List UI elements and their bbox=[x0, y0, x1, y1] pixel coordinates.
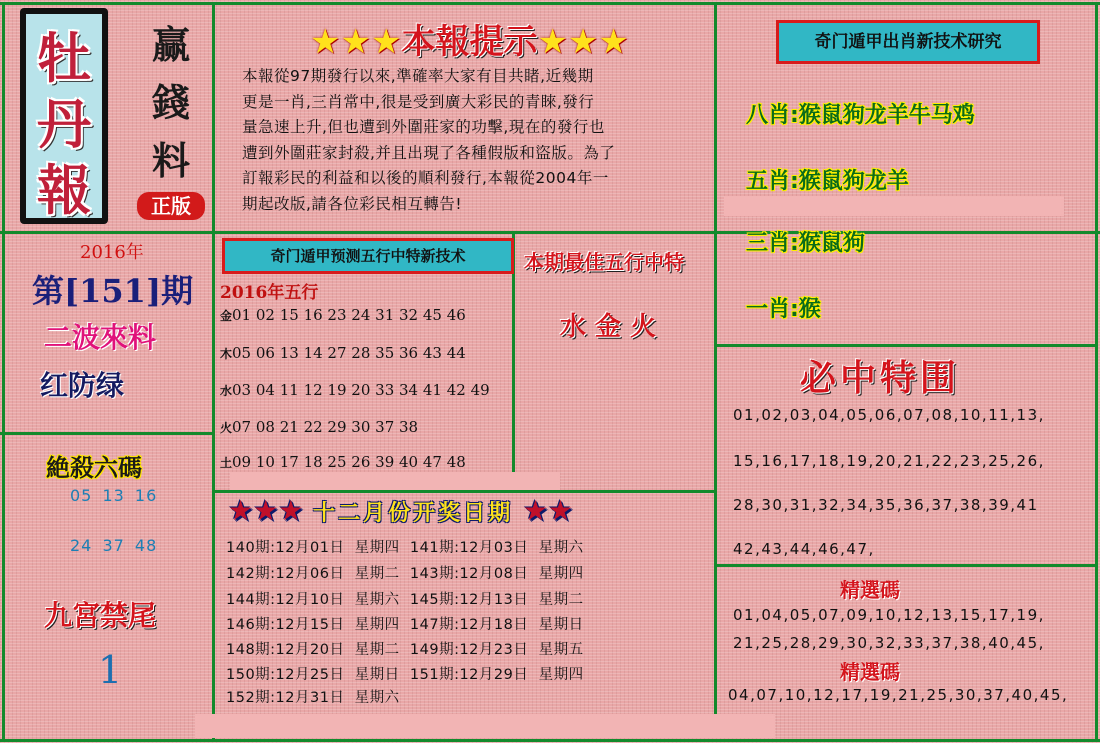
zodiac-header: 奇门遁甲出肖新技术研究 bbox=[776, 20, 1040, 64]
frame-line bbox=[714, 344, 1098, 347]
picks-line: 04,07,10,12,17,19,21,25,30,37,40,45, bbox=[728, 686, 1069, 704]
frame-line bbox=[0, 432, 214, 435]
logo bbox=[20, 8, 108, 224]
frame-line bbox=[0, 231, 1100, 234]
picks-title: 精選碼 bbox=[840, 660, 900, 684]
picks-line: 01,04,05,07,09,10,12,13,15,17,19, bbox=[733, 606, 1045, 624]
highlight-bar bbox=[195, 714, 775, 738]
issue-number: 第[151]期 bbox=[32, 272, 194, 310]
picks-title: 精選碼 bbox=[840, 578, 900, 602]
must-hit-line: 01,02,03,04,05,06,07,08,10,11,13, bbox=[733, 406, 1045, 424]
star-icon: ★★★ bbox=[228, 494, 304, 527]
zodiac-eight: 八肖:猴鼠狗龙羊牛马鸡 bbox=[746, 103, 975, 128]
schedule-row: 142期:12月06日 星期二 143期:12月08日 星期四 bbox=[226, 566, 584, 582]
color-hint: 红防绿 bbox=[40, 369, 125, 402]
element-numbers: 07 08 21 22 29 30 37 38 bbox=[232, 418, 419, 436]
star-icon: ★★★ bbox=[310, 22, 402, 62]
side-title-char: 錢 bbox=[151, 80, 190, 125]
wave-text: 二波來料 bbox=[44, 321, 157, 354]
wuxing-row bbox=[220, 344, 466, 362]
frame-line bbox=[2, 2, 5, 742]
element-numbers: 05 06 13 14 27 28 35 36 43 44 bbox=[232, 344, 466, 362]
wuxing-row bbox=[220, 306, 466, 324]
logo-char: 丹 bbox=[37, 92, 91, 156]
notice-line: 本報從97期發行以來,準確率大家有目共睹,近幾期 bbox=[242, 67, 594, 85]
highlight-bar bbox=[724, 196, 1064, 216]
element-label: 水 bbox=[220, 384, 233, 398]
frame-line bbox=[0, 739, 1100, 742]
schedule-row: 150期:12月25日 星期日 151期:12月29日 星期四 bbox=[226, 667, 584, 683]
wuxing-year: 2016年五行 bbox=[220, 283, 319, 303]
notice-line: 遭到外圍莊家封殺,并且出現了各種假版和盜版。為了 bbox=[242, 143, 616, 162]
wuxing-row bbox=[220, 418, 418, 436]
best-element-value: 水 金 火 bbox=[560, 312, 657, 342]
nine-palace-value: 1 bbox=[98, 648, 123, 692]
element-label: 火 bbox=[220, 421, 233, 435]
star-icon: ★★ bbox=[522, 494, 574, 527]
genuine-badge: 正版 bbox=[137, 192, 205, 220]
star-icon: ★★★ bbox=[537, 22, 629, 62]
highlight-bar bbox=[230, 472, 560, 490]
notice-line: 量急速上升,但也遭到外圍莊家的功擊,現在的發行也 bbox=[242, 118, 605, 136]
notice-line: 訂報彩民的利益和以後的順利發行,本報從2004年一 bbox=[242, 169, 609, 187]
must-hit-title: 必中特围 bbox=[800, 357, 961, 399]
schedule-title: 十二月份开奖日期 bbox=[313, 501, 514, 526]
side-title-char: 赢 bbox=[151, 22, 190, 67]
kill-six-title: 絶殺六碼 bbox=[46, 454, 142, 482]
frame-line bbox=[212, 2, 215, 742]
schedule-heading bbox=[228, 494, 573, 527]
schedule-row: 146期:12月15日 星期四 147期:12月18日 星期日 bbox=[226, 617, 584, 633]
side-title-char: 料 bbox=[151, 138, 190, 183]
wuxing-row bbox=[220, 453, 466, 471]
logo-char: 報 bbox=[37, 158, 91, 222]
frame-line bbox=[714, 564, 1098, 567]
element-numbers: 09 10 17 18 25 26 39 40 47 48 bbox=[232, 453, 466, 471]
logo-char: 牡 bbox=[37, 26, 91, 90]
must-hit-line: 15,16,17,18,19,20,21,22,23,25,26, bbox=[733, 452, 1045, 470]
schedule-row: 140期:12月01日 星期四 141期:12月03日 星期六 bbox=[226, 540, 584, 556]
element-label: 土 bbox=[220, 456, 233, 470]
schedule-row: 148期:12月20日 星期二 149期:12月23日 星期五 bbox=[226, 642, 584, 658]
issue-year: 2016年 bbox=[80, 242, 144, 263]
wuxing-header: 奇门遁甲预测五行中特新技术 bbox=[222, 238, 514, 274]
best-element-title: 本期最佳五行中特 bbox=[524, 250, 684, 274]
frame-line bbox=[0, 2, 1100, 5]
schedule-row: 144期:12月10日 星期六 145期:12月13日 星期二 bbox=[226, 592, 584, 608]
notice-line: 期起改版,請各位彩民相互轉告! bbox=[242, 194, 463, 213]
notice-body bbox=[242, 64, 682, 217]
element-label: 金 bbox=[220, 309, 233, 323]
wuxing-row bbox=[220, 381, 490, 399]
must-hit-line: 42,43,44,46,47, bbox=[733, 540, 875, 558]
nine-palace-title bbox=[44, 594, 156, 634]
frame-line bbox=[714, 2, 717, 718]
kill-six-row: 05 13 16 bbox=[70, 486, 158, 505]
zodiac-three: 三肖:猴鼠狗 bbox=[746, 231, 865, 256]
zodiac-one: 一肖:猴 bbox=[746, 297, 821, 322]
must-hit-line: 28,30,31,32,34,35,36,37,38,39,41 bbox=[733, 496, 1039, 514]
notice-title: 本報提示 bbox=[401, 22, 538, 62]
schedule-row: 152期:12月31日 星期六 bbox=[226, 690, 400, 706]
zodiac-five: 五肖:猴鼠狗龙羊 bbox=[746, 169, 909, 194]
frame-line bbox=[212, 490, 717, 493]
frame-line bbox=[1095, 2, 1098, 742]
kill-six-row: 24 37 48 bbox=[70, 536, 158, 555]
picks-line: 21,25,28,29,30,32,33,37,38,40,45, bbox=[733, 634, 1045, 652]
nine-palace-label: 九宮禁尾 bbox=[44, 599, 157, 632]
element-numbers: 03 04 11 12 19 20 33 34 41 42 49 bbox=[232, 381, 490, 399]
notice-line: 更是一肖,三肖常中,很是受到廣大彩民的青睞,發行 bbox=[242, 92, 595, 111]
notice-heading bbox=[310, 14, 629, 63]
element-numbers: 01 02 15 16 23 24 31 32 45 46 bbox=[232, 306, 466, 324]
element-label: 木 bbox=[220, 347, 233, 361]
